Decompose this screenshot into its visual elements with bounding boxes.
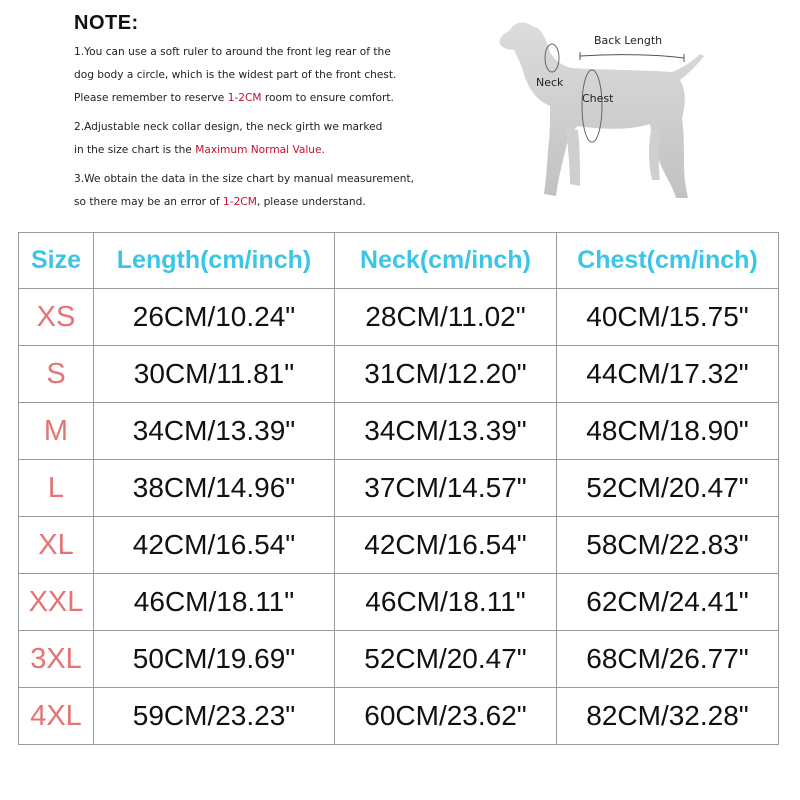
note-line [74,41,474,64]
neck-cell: 28CM/11.02" [335,289,557,346]
note-line [74,191,474,214]
note-line [74,64,474,87]
neck-cell: 60CM/23.62" [335,688,557,745]
table-row [19,517,779,574]
size-cell: 3XL [19,631,94,688]
note-highlight: 1-2CM [227,92,262,104]
note-text: in the size chart is the [74,144,196,156]
chest-cell: 52CM/20.47" [557,460,779,517]
table-body [19,289,779,745]
table-row [19,574,779,631]
note-text: . [321,144,325,156]
note-line [74,139,474,162]
size-cell: XXL [19,574,94,631]
header-size: Size [19,233,94,289]
chest-cell: 82CM/32.28" [557,688,779,745]
neck-cell: 52CM/20.47" [335,631,557,688]
size-chart-table [18,232,779,745]
header-length: Length(cm/inch) [94,233,335,289]
chest-cell: 44CM/17.32" [557,346,779,403]
back-length-label: Back Length [594,34,663,47]
neck-cell: 37CM/14.57" [335,460,557,517]
length-cell: 46CM/18.11" [94,574,335,631]
note-highlight: 1-2CM [223,196,257,208]
chest-cell: 68CM/26.77" [557,631,779,688]
length-cell: 50CM/19.69" [94,631,335,688]
note-text: dog body a circle, which is the widest part of the front chest. [74,69,397,81]
length-cell: 30CM/11.81" [94,346,335,403]
header-chest: Chest(cm/inch) [557,233,779,289]
dog-diagram [492,8,712,208]
table-row [19,289,779,346]
note-line [74,87,474,110]
length-cell: 42CM/16.54" [94,517,335,574]
size-cell: S [19,346,94,403]
note-text: so there may be an error of [74,196,223,208]
table-row [19,403,779,460]
length-cell: 59CM/23.23" [94,688,335,745]
note-text: 2.Adjustable neck collar design, the neck girth we marked [74,121,383,133]
size-cell: L [19,460,94,517]
table-row [19,631,779,688]
size-cell: M [19,403,94,460]
table-row [19,460,779,517]
neck-cell: 46CM/18.11" [335,574,557,631]
chest-cell: 40CM/15.75" [557,289,779,346]
size-cell: 4XL [19,688,94,745]
note-text: 3.We obtain the data in the size chart by manual measurement, [74,173,414,185]
size-cell: XS [19,289,94,346]
table-row [19,688,779,745]
note-line [74,116,474,139]
note-section [74,12,474,214]
size-cell: XL [19,517,94,574]
table-header-row [19,233,779,289]
dog-silhouette-icon [492,8,712,208]
note-text: Please remember to reserve [74,92,228,104]
neck-cell: 34CM/13.39" [335,403,557,460]
length-cell: 26CM/10.24" [94,289,335,346]
table-row [19,346,779,403]
note-title: NOTE: [74,12,139,34]
note-items [74,41,474,214]
chest-cell: 48CM/18.90" [557,403,779,460]
length-cell: 38CM/14.96" [94,460,335,517]
note-line [74,168,474,191]
header-neck: Neck(cm/inch) [335,233,557,289]
neck-cell: 31CM/12.20" [335,346,557,403]
neck-label: Neck [536,76,564,89]
neck-cell: 42CM/16.54" [335,517,557,574]
note-highlight: Maximum Normal Value [195,144,322,156]
length-cell: 34CM/13.39" [94,403,335,460]
note-text: 1.You can use a soft ruler to around the front leg rear of the [74,46,391,58]
chest-label: Chest [582,92,614,105]
chest-cell: 58CM/22.83" [557,517,779,574]
note-text: room to ensure comfort. [261,92,394,104]
note-text: , please understand. [256,196,366,208]
chest-cell: 62CM/24.41" [557,574,779,631]
